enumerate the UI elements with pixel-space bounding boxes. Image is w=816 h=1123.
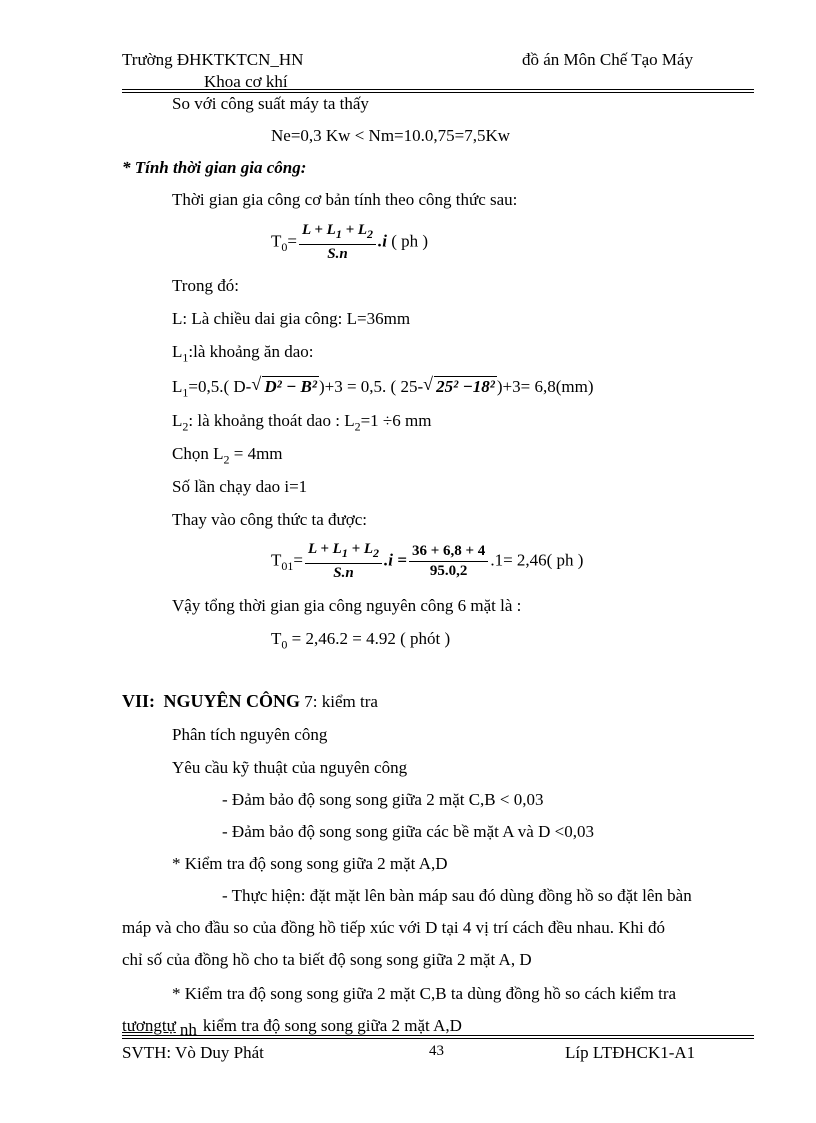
header-school: Trường ĐHKTKTCN_HN [122, 50, 304, 69]
substitute: Thay vào công thức ta được: [172, 510, 367, 529]
L1-definition: $L_1:là$ khoảng ăn dao: [172, 342, 314, 365]
time-intro: Thời gian gia công cơ bản tính theo công thức sau: [172, 190, 518, 209]
check-AD: * Kiểm tra độ song song giữa 2 mặt A,D [172, 854, 448, 873]
header-rule-top [122, 89, 754, 90]
requirements: Yêu cầu kỹ thuật của nguyên công [172, 758, 408, 777]
sqrt-25-18: √ 25² −18² [423, 374, 495, 396]
L1-calculation: $L_1=0,5$.( D- √ D² − B² )+3 = 0,5. ( 25- √ 25² −18² )+3= 6,8(mm) [172, 374, 594, 400]
t01-fraction-numeric: $\frac{36 + 6,8 + 4}{95.0,2}$ [409, 543, 488, 580]
t0-lhs: T [271, 231, 282, 251]
requirement-1: - Đảm bảo độ song song giữa 2 mặt C,B < 0,03 [222, 790, 544, 809]
check-CB-line-2: tươngtự nh kiểm tra độ song song giữa 2 mặt A,D [122, 1016, 462, 1039]
requirement-2: - Đảm bảo độ song song giữa các bề mặt A và D <0,03 [222, 822, 594, 841]
total-intro: Vậy tổng thời gian gia công nguyên công 6 mặt là : [172, 596, 522, 615]
t0-fraction: $\frac{L + L_1 + L_2}{S.n}$ [299, 222, 376, 263]
procedure-line-2: máp và cho đầu so của đồng hồ tiếp xúc với D tại 4 vị trí cách đều nhau. Khi đó [122, 918, 665, 937]
section-heading: VII: NGUYÊN CÔNG 7: kiểm tra [122, 691, 378, 711]
footer-rule-bottom [122, 1038, 754, 1039]
where-label: Trong đó: [172, 276, 239, 295]
t01-fraction-symbolic: $\frac{L + L_1 + L_2}{S.n}$ [305, 541, 382, 582]
L2-choice: Chọn $L_2 = 4mm$ [172, 444, 283, 467]
procedure-line-1: - Thực hiện: đặt mặt lên bàn máp sau đó dùng đồng hồ so đặt lên bàn [222, 886, 692, 905]
heading-time: * Tính thời gian gia công: [122, 158, 307, 177]
header-rule-bottom [122, 92, 754, 93]
total-equation: $T_0 = 2,46.2 = 4.92$ ( phót ) [271, 629, 451, 652]
sqrt-D-B: √ D² − B² [251, 374, 317, 396]
passes: Số lần chạy dao i=1 [172, 477, 308, 496]
t01-formula: $T_{01}=$ $\frac{L + L_1 + L_2}{S.n}$ .i = $\frac{36 + 6,8 + 4}{95.0,2}$ .1= 2,46( ph ) [271, 541, 584, 581]
header-faculty: Khoa cơ khí [204, 72, 288, 91]
check-CB-line-1: * Kiểm tra độ song song giữa 2 mặt C,B ta dùng đồng hồ so cách kiểm tra [172, 984, 677, 1003]
L2-definition: $L_2$: là khoảng thoát dao : $L_2=1 \div 6$ mm [172, 411, 432, 434]
analysis: Phân tích nguyên công [172, 725, 328, 744]
procedure-line-3: chỉ số của đồng hồ cho ta biết độ song song giữa 2 mặt A, D [122, 950, 532, 969]
power-equation: Ne=0,3 Kw < Nm=10.0,75=7,5Kw [271, 126, 511, 145]
page-number: 43 [429, 1043, 444, 1059]
header-project: đồ án Môn Chế Tạo Máy [522, 50, 694, 69]
L-definition: L: Là chiều dai gia công: L=36mm [172, 309, 411, 328]
footer-student: SVTH: Vò Duy Phát [122, 1043, 264, 1062]
footer-rule-top [122, 1035, 754, 1036]
footer-class: Líp LTĐHCK1-A1 [565, 1043, 696, 1062]
line-compare: So với công suất máy ta thấy [172, 94, 369, 113]
t0-formula: $T_0=$ $\frac{L + L_1 + L_2}{S.n}$ .i ( ph ) [271, 222, 429, 262]
